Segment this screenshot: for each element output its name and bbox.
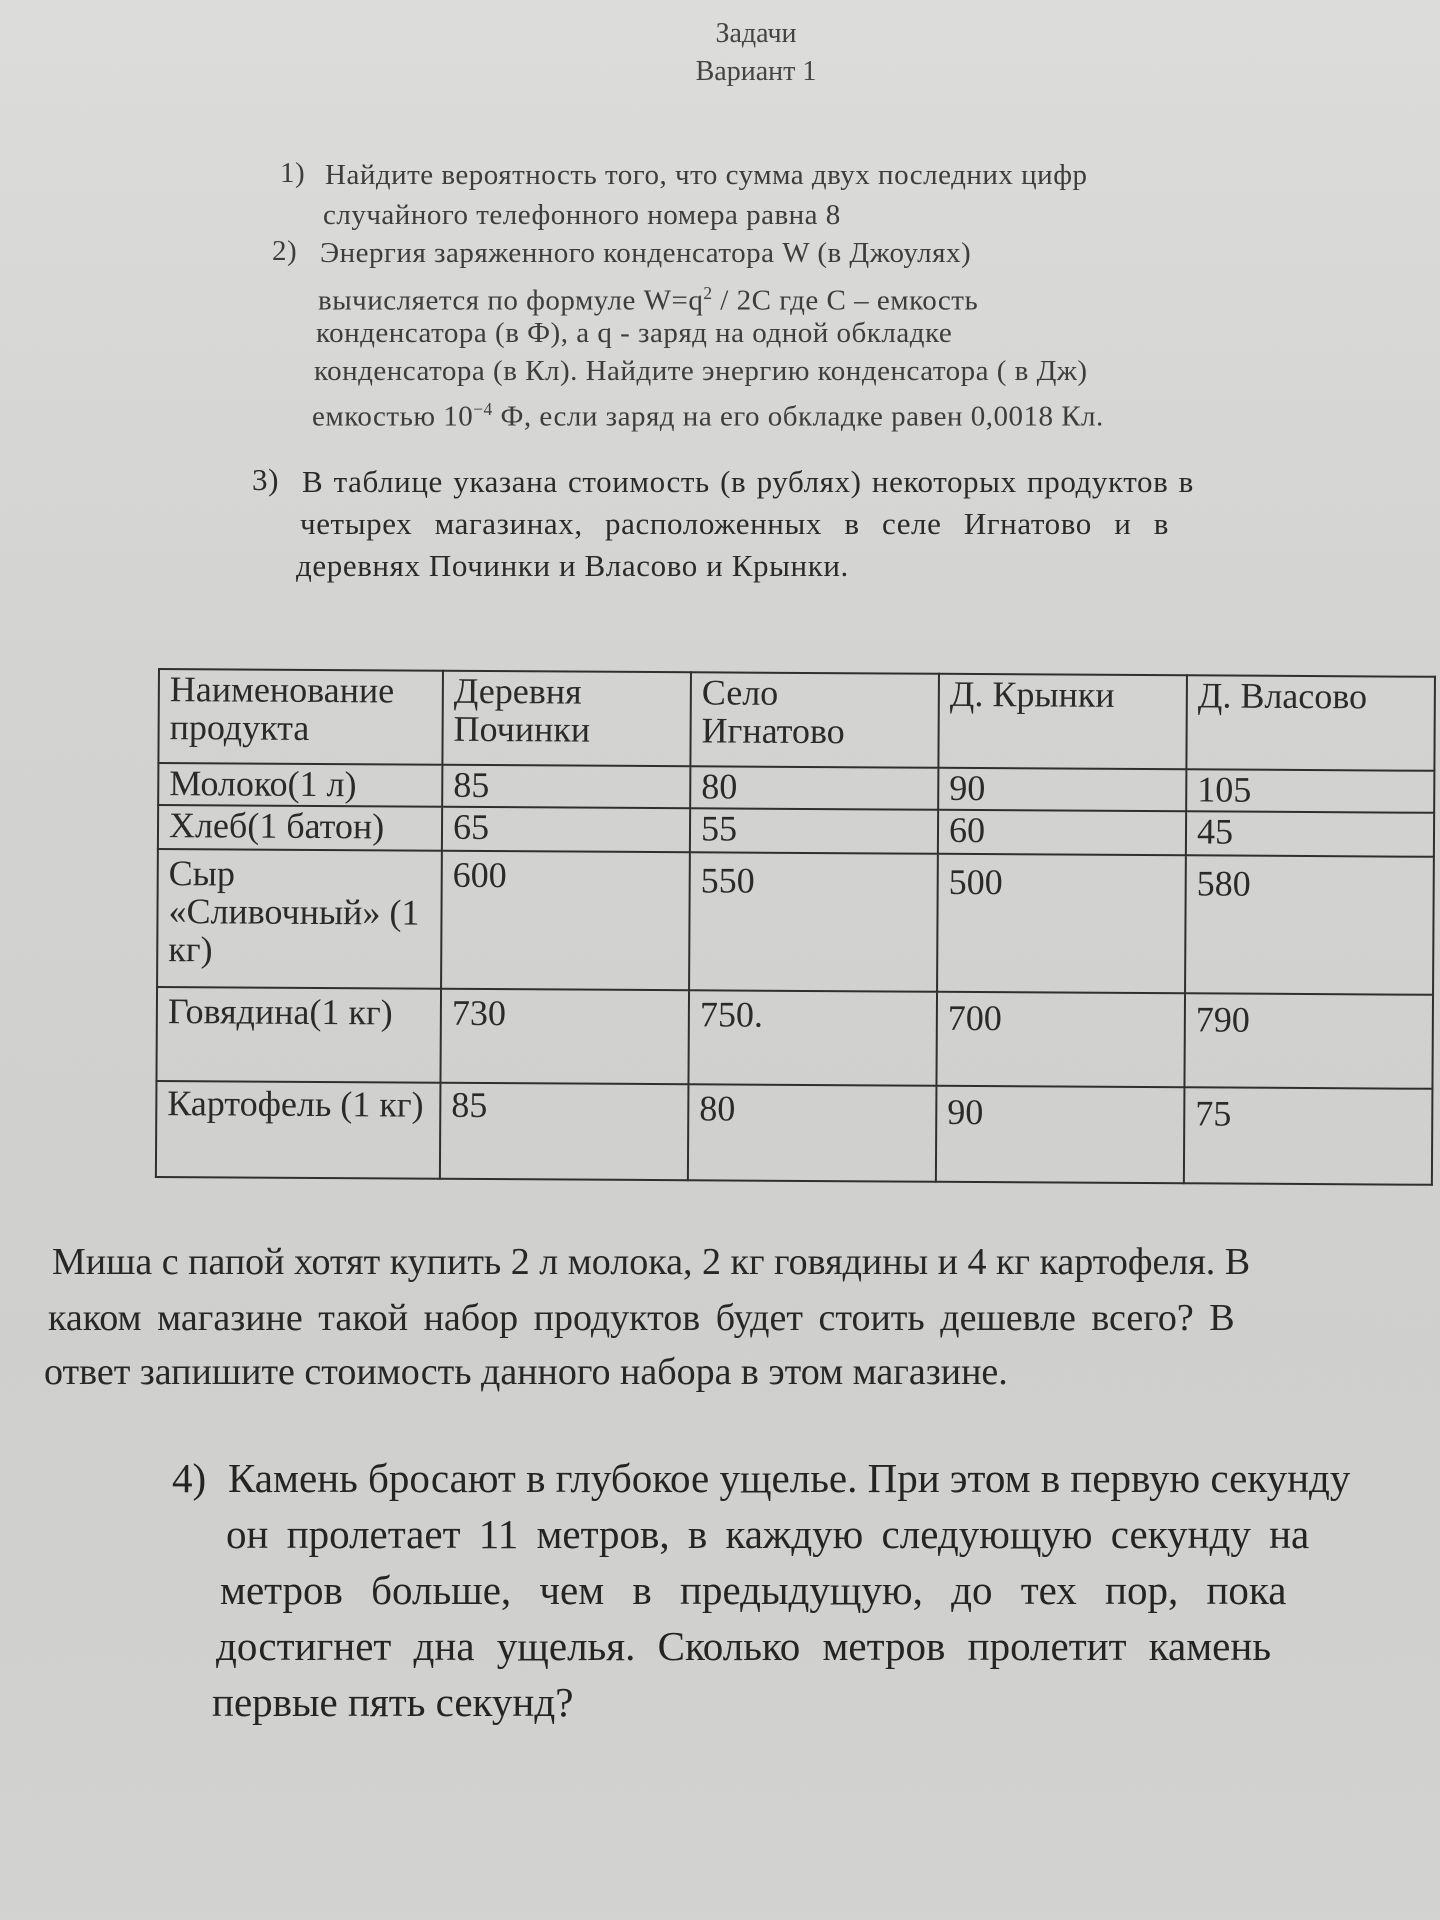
header-ignatovo: Село Игнатово (690, 672, 939, 768)
product-name: Картофель (1 кг) (156, 1081, 441, 1179)
price-cell: 80 (690, 766, 938, 810)
variant-label: Вариант 1 (695, 56, 817, 87)
price-cell: 85 (440, 1083, 689, 1181)
price-cell: 790 (1184, 993, 1433, 1089)
price-cell: 600 (441, 851, 690, 991)
price-cell: 80 (688, 1084, 937, 1182)
price-table (155, 668, 1436, 1186)
task-3-line-2: четырех магазинах, расположенных в селе Игнатово и в (300, 506, 1169, 541)
task-2-line-1: Энергия заряженного конденсатора W (в Джоулях) (320, 237, 972, 269)
task-1-number: 1) (280, 157, 306, 189)
price-cell: 55 (690, 808, 938, 854)
task-3-line-1: В таблице указана стоимость (в рублях) некоторых продуктов в (302, 464, 1194, 499)
price-cell: 60 (938, 810, 1186, 856)
header-krynki: Д. Крынки (938, 674, 1187, 770)
header-product: Наименование продукта (158, 669, 443, 765)
paragraph-line-2: каком магазине такой набор продуктов будет стоить дешевле всего? В (48, 1297, 1235, 1339)
task-3-line-3: деревнях Починки и Власово и Крынки. (296, 548, 849, 583)
paragraph-line-1: Миша с папой хотят купить 2 л молока, 2 кг говядины и 4 кг картофеля. В (52, 1241, 1251, 1283)
price-cell: 65 (442, 807, 690, 853)
price-cell: 730 (440, 989, 689, 1085)
product-name: Сыр «Сливочный» (1 кг) (157, 849, 442, 989)
product-name: Говядина(1 кг) (156, 987, 441, 1083)
task-4-line-4: достигнет дна ущелья. Сколько метров пролетит камень (216, 1623, 1272, 1669)
task-3-number: 3) (252, 462, 280, 497)
task-2-number: 2) (272, 235, 298, 267)
task-1-line-1: Найдите вероятность того, что сумма двух последних цифр (325, 159, 1088, 191)
task-2-line-4: конденсатора (в Кл). Найдите энергию конденсатора ( в Дж) (314, 355, 1088, 387)
table-row (156, 1081, 1433, 1185)
document-title: Задачи (715, 18, 797, 49)
task-2-line-3: конденсатора (в Ф), а q - заряд на одной обкладке (316, 317, 953, 349)
price-cell: 90 (936, 1086, 1185, 1184)
task-2-line-5: емкостью $10^{-4}$ Ф, если заряд на его обкладке равен 0,0018 Кл. (312, 399, 1104, 433)
product-name: Хлеб(1 батон) (158, 805, 442, 851)
task-4-number: 4) (172, 1455, 207, 1501)
task-4-line-2: он пролетает 11 метров, в каждую следующую секунду на (226, 1511, 1310, 1557)
table-header-row (158, 669, 1435, 771)
price-cell: 90 (938, 768, 1186, 812)
price-cell: 500 (937, 854, 1186, 994)
price-cell: 750. (688, 990, 937, 1086)
price-cell: 45 (1186, 811, 1434, 857)
task-1-line-2: случайного телефонного номера равна 8 (323, 199, 841, 231)
task-4-line-3: метров больше, чем в предыдущую, до тех пор, пока (220, 1567, 1287, 1613)
price-cell: 700 (936, 992, 1185, 1088)
header-pochinki: Деревня Починки (442, 671, 691, 767)
task-4-line-5: первые пять секунд? (212, 1679, 574, 1725)
header-vlasovo: Д. Власово (1186, 675, 1435, 771)
table-row (157, 849, 1434, 995)
price-cell: 75 (1184, 1087, 1433, 1185)
price-cell: 550 (689, 852, 938, 992)
task-4-line-1: Камень бросают в глубокое ущелье. При этом в первую секунду (228, 1455, 1351, 1501)
table-row (158, 805, 1434, 857)
task-2-line-2: вычисляется по формуле $W=q^2 / 2C$ где C – емкость (318, 283, 979, 317)
price-cell: 580 (1185, 855, 1434, 995)
table-row (156, 987, 1433, 1089)
price-cell: 85 (442, 765, 690, 809)
paragraph-line-3: ответ запишите стоимость данного набора в этом магазине. (44, 1351, 1008, 1393)
product-name: Молоко(1 л) (158, 763, 442, 807)
price-cell: 105 (1186, 769, 1434, 813)
